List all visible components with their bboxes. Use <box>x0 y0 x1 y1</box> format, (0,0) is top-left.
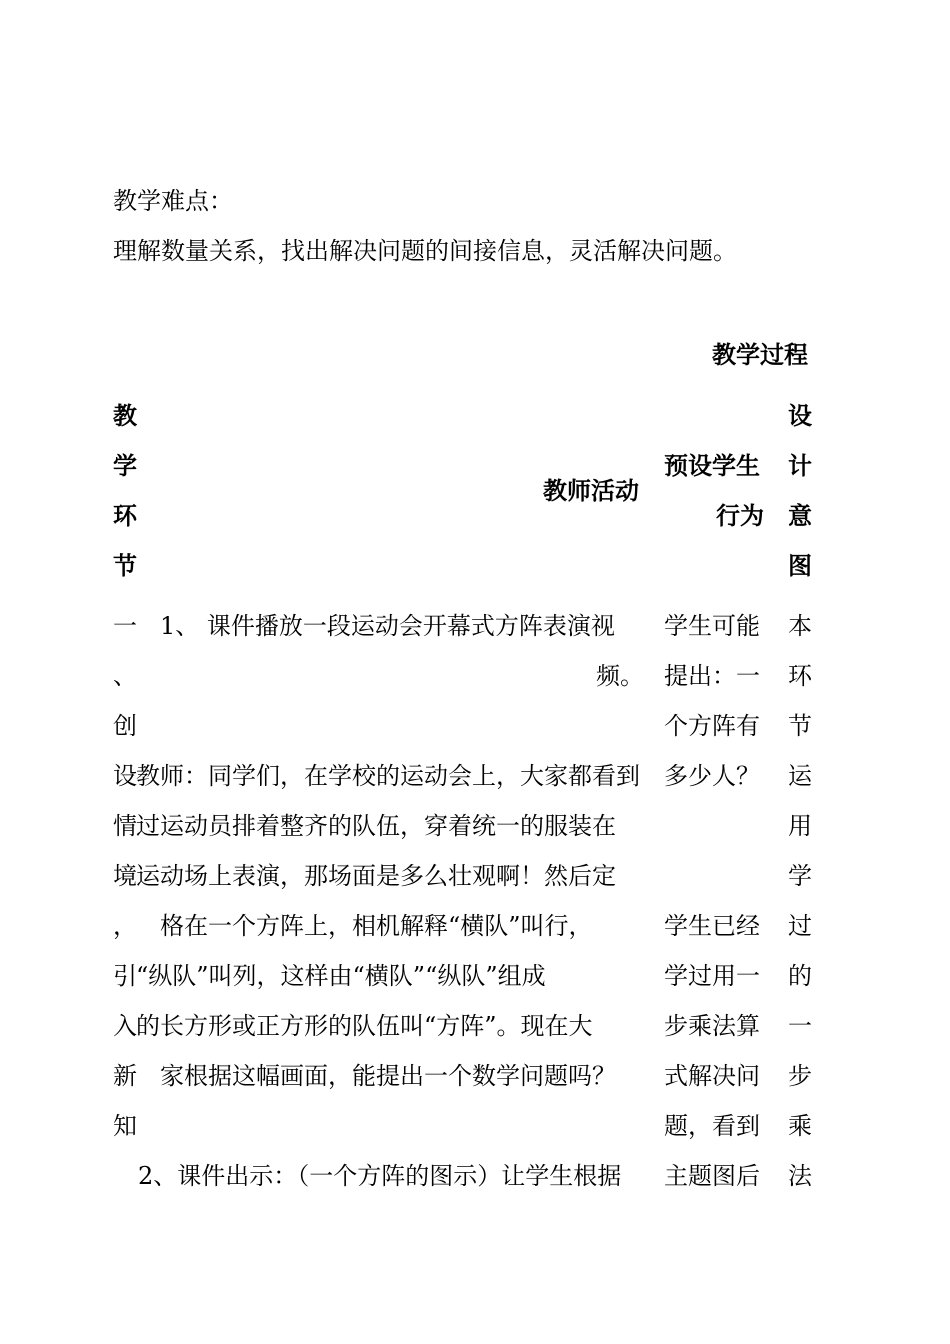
student-line: 学生已经 <box>664 912 760 940</box>
difficulty-heading: 教学难点： <box>113 187 233 215</box>
stage-char: 境 <box>113 862 137 890</box>
header-intent-char: 设 <box>788 401 812 430</box>
teacher-line: 频。 <box>596 662 644 690</box>
intent-char: 一 <box>788 1012 812 1040</box>
intent-char: 环 <box>788 662 812 690</box>
stage-char: ， <box>113 912 137 940</box>
intent-char: 过 <box>788 912 812 940</box>
teacher-line: 家根据这幅画面，能提出一个数学问题吗？ <box>160 1062 616 1090</box>
difficulty-text: 理解数量关系，找出解决问题的间接信息，灵活解决问题。 <box>113 237 737 265</box>
student-line: 个方阵有 <box>664 712 760 740</box>
intent-char: 的 <box>788 962 812 990</box>
stage-char: 情 <box>113 812 137 840</box>
teacher-line: 教师：同学们，在学校的运动会上，大家都看到 <box>136 762 640 790</box>
intent-char: 运 <box>788 762 812 790</box>
student-line: 学过用一 <box>664 962 760 990</box>
student-line: 步乘法算 <box>664 1012 760 1040</box>
header-stage-char: 节 <box>113 551 137 580</box>
intent-char: 法 <box>788 1162 812 1190</box>
teacher-line: “纵队”叫列，这样由“横队”“纵队”组成 <box>136 962 546 990</box>
header-student-line: 预设学生 <box>664 451 760 480</box>
teacher-line: 格在一个方阵上，相机解释“横队”叫行， <box>160 912 593 940</box>
student-line: 提出：一 <box>664 662 760 690</box>
header-stage-char: 学 <box>113 451 137 480</box>
stage-char: 一 <box>113 612 137 640</box>
stage-char: 知 <box>113 1112 137 1140</box>
intent-char: 节 <box>788 712 812 740</box>
stage-char: 入 <box>113 1012 137 1040</box>
header-intent-char: 意 <box>788 501 812 530</box>
student-line: 式解决问 <box>664 1062 760 1090</box>
stage-char: 引 <box>113 962 137 990</box>
header-stage-char: 教 <box>113 401 137 430</box>
teacher-line: 过运动员排着整齐的队伍，穿着统一的服装在 <box>136 812 616 840</box>
teacher-line: 1、 课件播放一段运动会开幕式方阵表演视 <box>160 612 615 640</box>
student-line: 学生可能 <box>664 612 760 640</box>
student-line: 多少人？ <box>664 762 760 790</box>
stage-char: 、 <box>113 662 137 690</box>
intent-char: 乘 <box>788 1112 812 1140</box>
intent-char: 本 <box>788 612 812 640</box>
stage-char: 创 <box>113 712 137 740</box>
header-teacher: 教师活动 <box>543 476 639 505</box>
student-line: 题，看到 <box>664 1112 760 1140</box>
teacher-line: 的长方形或正方形的队伍叫“方阵”。现在大 <box>136 1012 593 1040</box>
process-title: 教学过程 <box>712 340 808 369</box>
intent-char: 步 <box>788 1062 812 1090</box>
student-line: 主题图后 <box>664 1162 760 1190</box>
intent-char: 用 <box>788 812 812 840</box>
header-intent-char: 计 <box>788 451 812 480</box>
intent-char: 学 <box>788 862 812 890</box>
stage-char: 新 <box>113 1062 137 1090</box>
header-student-line: 行为 <box>716 501 764 530</box>
stage-char: 设 <box>113 762 137 790</box>
teacher-line: 2、课件出示：（一个方阵的图示）让学生根据 <box>138 1162 622 1190</box>
header-stage-char: 环 <box>113 501 137 530</box>
teacher-line: 运动场上表演，那场面是多么壮观啊！然后定 <box>136 862 616 890</box>
header-intent-char: 图 <box>788 551 812 580</box>
